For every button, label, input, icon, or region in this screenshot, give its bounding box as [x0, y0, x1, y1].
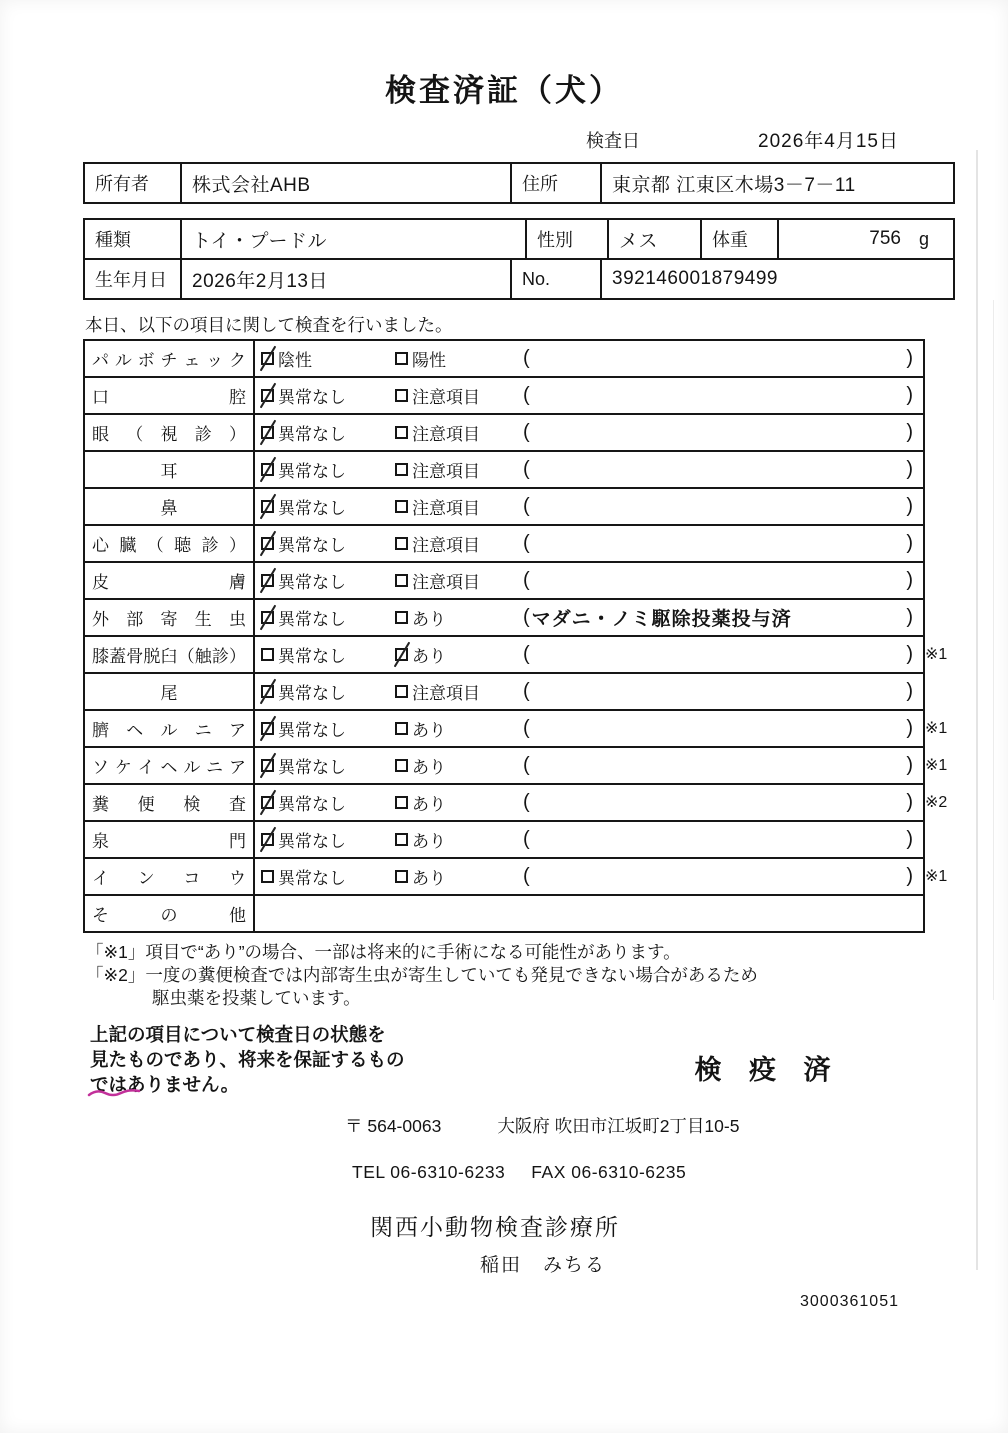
birthdate-value: 2026年2月13日	[182, 260, 512, 298]
option1-label: 異常なし	[278, 388, 346, 407]
quarantine-stamp: 検 疫 済	[694, 1055, 841, 1085]
option2-label: あり	[412, 610, 446, 629]
paren-close-icon: )	[906, 421, 913, 443]
exam-footnote-mark: ※1	[925, 646, 948, 663]
exam-row	[85, 709, 948, 746]
clinic-tel: TEL 06-6310-6233	[352, 1162, 506, 1182]
option1-checkbox	[261, 389, 274, 402]
exam-row	[85, 894, 923, 931]
disclaimer-line-3: ではありません。	[90, 1074, 240, 1095]
exam-item-name: イ ン コ ウ	[85, 859, 255, 894]
exam-item-name: 外 部 寄 生 虫	[85, 600, 255, 635]
option1-checkbox	[261, 648, 274, 661]
option2-group	[395, 494, 523, 519]
clinic-contact-row	[352, 1162, 1008, 1183]
document-number: 3000361051	[800, 1293, 899, 1310]
owner-table	[83, 162, 955, 204]
clinic-address-row	[345, 1113, 1008, 1138]
paren-open-icon: (	[523, 421, 530, 443]
option2-checkbox	[395, 389, 408, 402]
option2-checkbox	[395, 463, 408, 476]
option1-label: 陰性	[278, 351, 312, 370]
option1-group	[261, 790, 395, 815]
option1-checkbox	[261, 574, 274, 587]
option2-group	[395, 605, 523, 630]
option2-group	[395, 457, 523, 482]
exam-row	[85, 746, 948, 783]
option2-checkbox	[395, 426, 408, 439]
paren-open-icon: (	[523, 532, 530, 554]
weight-label: 体重	[702, 220, 779, 258]
option1-label: 異常なし	[278, 684, 346, 703]
paren-close-icon: )	[906, 384, 913, 406]
paren-open-icon: (	[523, 384, 530, 406]
paren-close-icon: )	[906, 495, 913, 517]
exam-row	[85, 783, 948, 820]
disclaimer-row	[90, 1022, 1008, 1097]
option1-checkbox	[261, 537, 274, 550]
option1-group	[261, 605, 395, 630]
option1-label: 異常なし	[278, 536, 346, 555]
option1-label: 異常なし	[278, 462, 346, 481]
option2-label: あり	[412, 832, 446, 851]
footnote-2: 「※2」一度の糞便検査では内部寄生虫が寄生していても発見できない場合があるため	[86, 965, 758, 985]
option2-label: あり	[412, 869, 446, 888]
option2-group	[395, 568, 523, 593]
info-table	[83, 218, 955, 300]
paren-close-icon: )	[906, 865, 913, 887]
exam-footnote-mark: ※2	[925, 794, 948, 811]
disclaimer-text	[90, 1022, 405, 1097]
paren-close-icon: )	[906, 569, 913, 591]
address-label: 住所	[512, 164, 602, 202]
option1-label: 異常なし	[278, 832, 346, 851]
exam-item-name: そ の 他	[85, 896, 255, 931]
exam-row	[85, 635, 948, 672]
option2-label: 注意項目	[412, 573, 480, 592]
option2-checkbox	[395, 500, 408, 513]
option1-checkbox	[261, 796, 274, 809]
option2-group	[395, 790, 523, 815]
footnote-2-continued: 駆虫薬を投薬しています。	[152, 988, 361, 1008]
option2-label: 注意項目	[412, 684, 480, 703]
option1-group	[261, 531, 395, 556]
exam-row	[85, 341, 923, 376]
paren-close-icon: )	[906, 791, 913, 813]
option1-checkbox	[261, 833, 274, 846]
no-label: No.	[512, 260, 602, 298]
option1-group	[261, 827, 395, 852]
weight-unit: g	[918, 228, 929, 249]
exam-row-options	[255, 748, 923, 783]
scan-artifact-line-2	[993, 300, 994, 1000]
option2-group	[395, 420, 523, 445]
exam-item-name: 泉 門	[85, 822, 255, 857]
breed-label: 種類	[85, 220, 182, 258]
option2-group	[395, 346, 523, 371]
option1-checkbox	[261, 611, 274, 624]
exam-item-name: 糞 便 検 査	[85, 785, 255, 820]
exam-footnote-mark: ※1	[925, 720, 948, 737]
exam-row	[85, 598, 923, 635]
option2-label: 注意項目	[412, 388, 480, 407]
exam-row	[85, 524, 923, 561]
paren-close-icon: )	[906, 680, 913, 702]
option1-group	[261, 679, 395, 704]
option1-group	[261, 642, 395, 667]
exam-item-name: 臍 ヘ ル ニ ア	[85, 711, 255, 746]
option1-label: 異常なし	[278, 573, 346, 592]
exam-row-options	[255, 600, 923, 635]
option1-group	[261, 420, 395, 445]
exam-row-options	[255, 674, 923, 709]
option1-group	[261, 864, 395, 889]
option2-checkbox	[395, 722, 408, 735]
exam-row-options	[255, 563, 923, 598]
weight-cell	[779, 220, 957, 258]
option2-group	[395, 531, 523, 556]
option1-label: 異常なし	[278, 869, 346, 888]
paren-open-icon: (	[523, 643, 530, 665]
disclaimer-line-2: 見たものであり、将来を保証するもの	[90, 1049, 405, 1070]
option2-label: 注意項目	[412, 499, 480, 518]
option1-label: 異常なし	[278, 499, 346, 518]
option2-checkbox	[395, 611, 408, 624]
option1-label: 異常なし	[278, 795, 346, 814]
exam-row	[85, 450, 923, 487]
inspection-date-value: 2026年4月15日	[758, 131, 899, 152]
sex-value: メス	[609, 220, 702, 258]
option2-checkbox	[395, 759, 408, 772]
disclaimer-line-1: 上記の項目について検査日の状態を	[90, 1024, 386, 1045]
option1-group	[261, 494, 395, 519]
option2-group	[395, 753, 523, 778]
owner-label: 所有者	[85, 164, 182, 202]
inspection-date-row	[586, 126, 1008, 150]
address-value: 東京都 江東区木場3－7－11	[612, 174, 856, 196]
clinic-name: 関西小動物検査診療所	[370, 1214, 620, 1240]
option1-label: 異常なし	[278, 425, 346, 444]
inspector-name: 稲田 みちる	[480, 1255, 607, 1276]
sex-label: 性別	[527, 220, 609, 258]
paren-open-icon: (	[523, 828, 530, 850]
option1-group	[261, 457, 395, 482]
option2-checkbox	[395, 833, 408, 846]
option2-label: あり	[412, 721, 446, 740]
option1-group	[261, 346, 395, 371]
exam-item-name: パ ル ボ チ ェ ッ ク	[85, 341, 255, 376]
exam-row-options	[255, 822, 923, 857]
scan-artifact-line	[976, 150, 978, 1270]
option2-label: あり	[412, 647, 446, 666]
exam-row	[85, 672, 923, 709]
exam-item-name: 心 臓 （ 聴 診 ）	[85, 526, 255, 561]
paren-close-icon: )	[906, 643, 913, 665]
exam-row-options	[255, 637, 923, 672]
paren-open-icon: (	[523, 606, 530, 628]
exam-row	[85, 561, 923, 598]
option2-label: 陽性	[412, 351, 446, 370]
option1-checkbox	[261, 759, 274, 772]
paren-open-icon: (	[523, 754, 530, 776]
weight-value: 756	[869, 228, 901, 249]
option1-checkbox	[261, 352, 274, 365]
footnotes	[86, 941, 1008, 1010]
option2-group	[395, 864, 523, 889]
option1-label: 異常なし	[278, 610, 346, 629]
exam-note: マダニ・ノミ駆除投薬投与済	[531, 609, 792, 630]
exam-item-name: 口 腔	[85, 378, 255, 413]
option1-checkbox	[261, 500, 274, 513]
paren-open-icon: (	[523, 495, 530, 517]
option1-label: 異常なし	[278, 647, 346, 666]
option2-checkbox	[395, 537, 408, 550]
option1-label: 異常なし	[278, 758, 346, 777]
exam-item-name: 尾	[85, 674, 255, 709]
option2-label: あり	[412, 758, 446, 777]
paren-open-icon: (	[523, 347, 530, 369]
exam-row-options	[255, 415, 923, 450]
clinic-address: 大阪府 吹田市江坂町2丁目10-5	[497, 1116, 740, 1136]
exam-item-name: 膝 蓋 骨 脱 臼 （ 触 診 ）	[85, 637, 255, 672]
option2-checkbox	[395, 870, 408, 883]
exam-item-name: 耳	[85, 452, 255, 487]
option2-group	[395, 827, 523, 852]
exam-row	[85, 857, 948, 894]
paren-close-icon: )	[906, 606, 913, 628]
paren-close-icon: )	[906, 532, 913, 554]
exam-item-name: 皮 膚	[85, 563, 255, 598]
option2-label: 注意項目	[412, 536, 480, 555]
option1-label: 異常なし	[278, 721, 346, 740]
owner-value: 株式会社AHB	[182, 164, 512, 202]
option2-label: 注意項目	[412, 462, 480, 481]
exam-row	[85, 376, 923, 413]
exam-row-options	[255, 489, 923, 524]
option1-group	[261, 716, 395, 741]
option1-checkbox	[261, 463, 274, 476]
exam-row	[85, 820, 923, 857]
exam-row-options	[255, 711, 923, 746]
exam-row-options	[255, 785, 923, 820]
paren-close-icon: )	[906, 458, 913, 480]
option2-checkbox	[395, 796, 408, 809]
paren-open-icon: (	[523, 458, 530, 480]
page-title: 検査済証（犬）	[385, 73, 623, 108]
inspection-date-label: 検査日	[586, 131, 640, 151]
footnote-1: 「※1」項目で“あり”の場合、一部は将来的に手術になる可能性があります。	[86, 942, 681, 962]
exam-table	[83, 339, 948, 933]
intro-text: 本日、以下の項目に関して検査を行いました。	[85, 315, 453, 335]
breed-value: トイ・プードル	[182, 220, 527, 258]
exam-footnote-mark: ※1	[925, 757, 948, 774]
option2-checkbox	[395, 352, 408, 365]
option1-group	[261, 568, 395, 593]
paren-open-icon: (	[523, 717, 530, 739]
option2-group	[395, 383, 523, 408]
exam-row-options	[255, 896, 923, 931]
paren-close-icon: )	[906, 828, 913, 850]
exam-row-options	[255, 452, 923, 487]
paren-close-icon: )	[906, 717, 913, 739]
clinic-fax: FAX 06-6310-6235	[531, 1162, 687, 1182]
paren-open-icon: (	[523, 865, 530, 887]
exam-row	[85, 413, 923, 450]
exam-row	[85, 487, 923, 524]
pen-mark-artifact	[87, 1088, 147, 1098]
option1-checkbox	[261, 685, 274, 698]
option2-group	[395, 716, 523, 741]
option1-checkbox	[261, 870, 274, 883]
option2-checkbox	[395, 648, 408, 661]
option2-label: あり	[412, 795, 446, 814]
paren-open-icon: (	[523, 680, 530, 702]
exam-row-options	[255, 341, 923, 376]
exam-item-name: 鼻	[85, 489, 255, 524]
paren-close-icon: )	[906, 347, 913, 369]
exam-row-options	[255, 859, 923, 894]
option1-checkbox	[261, 722, 274, 735]
exam-row-options	[255, 526, 923, 561]
option2-checkbox	[395, 685, 408, 698]
paren-open-icon: (	[523, 791, 530, 813]
option1-group	[261, 383, 395, 408]
birthdate-label: 生年月日	[85, 260, 182, 298]
paren-close-icon: )	[906, 754, 913, 776]
option1-group	[261, 753, 395, 778]
exam-item-name: 眼 （ 視 診 ）	[85, 415, 255, 450]
postal-code: 〒 564-0063	[345, 1116, 442, 1136]
exam-footnote-mark: ※1	[925, 868, 948, 885]
exam-item-name: ソ ケ イ ヘ ル ニ ア	[85, 748, 255, 783]
option2-label: 注意項目	[412, 425, 480, 444]
option2-group	[395, 679, 523, 704]
paren-open-icon: (	[523, 569, 530, 591]
no-value: 392146001879499	[612, 268, 779, 289]
exam-row-options	[255, 378, 923, 413]
option2-checkbox	[395, 574, 408, 587]
option2-group	[395, 642, 523, 667]
option1-checkbox	[261, 426, 274, 439]
